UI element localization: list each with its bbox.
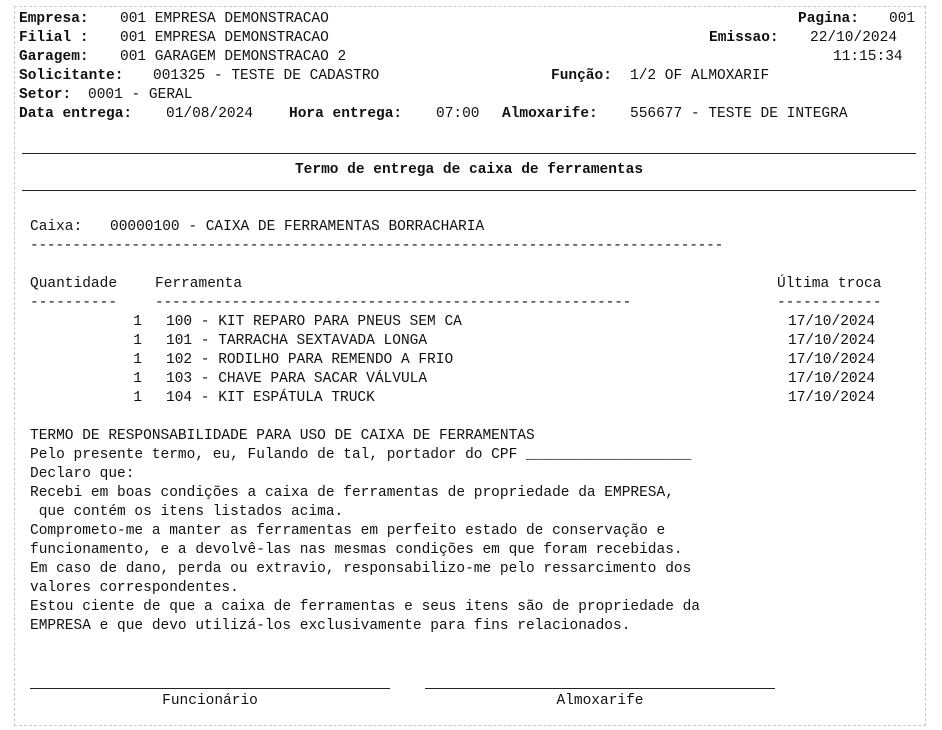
funcionario-signature-label: Funcionário (162, 693, 258, 709)
term-line: funcionamento, e a devolvê-las nas mesmas condições em que foram recebidas. (30, 542, 683, 558)
almoxarife-value: 556677 - TESTE DE INTEGRA (630, 106, 848, 122)
almoxarife-signature-line (425, 688, 775, 689)
term-line: que contém os itens listados acima. (30, 504, 344, 520)
caixa-separator: ---------------------------------------------------------------------------------- (30, 238, 724, 254)
col-ultima-troca-dash: ------------ (777, 295, 882, 311)
row-tool: 100 - KIT REPARO PARA PNEUS SEM CA (166, 314, 462, 330)
term-line: Pelo presente termo, eu, Fulando de tal, portador do CPF ___________________ (30, 447, 692, 463)
row-quantity: 1 (133, 390, 142, 406)
caixa-label: Caixa: (30, 219, 83, 235)
row-quantity: 1 (133, 314, 142, 330)
row-tool: 104 - KIT ESPÁTULA TRUCK (166, 390, 375, 406)
title-rule-bottom (22, 190, 916, 191)
filial-label: Filial : (19, 30, 89, 46)
caixa-value: 00000100 - CAIXA DE FERRAMENTAS BORRACHARIA (110, 219, 485, 235)
row-last-change: 17/10/2024 (788, 390, 876, 406)
row-tool: 103 - CHAVE PARA SACAR VÁLVULA (166, 371, 428, 387)
page-title: Termo de entrega de caixa de ferramentas (294, 162, 644, 178)
hora-emissao: 11:15:34 (833, 49, 903, 65)
col-quantidade-header: Quantidade (30, 276, 118, 292)
term-line: Recebi em boas condições a caixa de ferramentas de propriedade da EMPRESA, (30, 485, 674, 501)
term-line: valores correspondentes. (30, 580, 239, 596)
hora-entrega-value: 07:00 (436, 106, 480, 122)
row-quantity: 1 (133, 333, 142, 349)
funcionario-signature-line (30, 688, 390, 689)
term-line: Estou ciente de que a caixa de ferramentas e seus itens são de propriedade da (30, 599, 701, 615)
row-tool: 101 - TARRACHA SEXTAVADA LONGA (166, 333, 428, 349)
almoxarife-signature-label: Almoxarife (556, 693, 644, 709)
term-line: EMPRESA e que devo utilizá-los exclusivamente para fins relacionados. (30, 618, 631, 634)
emissao-label: Emissao: (709, 30, 779, 46)
hora-entrega-label: Hora entrega: (289, 106, 403, 122)
term-heading: TERMO DE RESPONSABILIDADE PARA USO DE CAIXA DE FERRAMENTAS (30, 428, 535, 444)
funcao-value: 1/2 OF ALMOXARIF (630, 68, 770, 84)
term-line: Comprometo-me a manter as ferramentas em perfeito estado de conservação e (30, 523, 666, 539)
row-tool: 102 - RODILHO PARA REMENDO A FRIO (166, 352, 454, 368)
col-ultima-troca-header: Última troca (777, 276, 882, 292)
pagina-value: 001 (889, 11, 916, 27)
solicitante-value: 001325 - TESTE DE CADASTRO (153, 68, 380, 84)
col-ferramenta-header: Ferramenta (155, 276, 243, 292)
row-quantity: 1 (133, 352, 142, 368)
title-rule-top (22, 153, 916, 154)
filial-value: 001 EMPRESA DEMONSTRACAO (120, 30, 329, 46)
row-last-change: 17/10/2024 (788, 314, 876, 330)
setor-label: Setor: (19, 87, 72, 103)
almoxarife-label: Almoxarife: (502, 106, 598, 122)
term-line: Declaro que: (30, 466, 135, 482)
col-ferramenta-dash: -------------------------------------------------------- (155, 295, 632, 311)
funcao-label: Função: (551, 68, 612, 84)
garagem-value: 001 GARAGEM DEMONSTRACAO 2 (120, 49, 347, 65)
row-last-change: 17/10/2024 (788, 352, 876, 368)
pagina-label: Pagina: (798, 11, 859, 27)
row-quantity: 1 (133, 371, 142, 387)
emissao-value: 22/10/2024 (810, 30, 898, 46)
term-line: Em caso de dano, perda ou extravio, responsabilizo-me pelo ressarcimento dos (30, 561, 692, 577)
col-quantidade-dash: ---------- (30, 295, 118, 311)
solicitante-label: Solicitante: (19, 68, 124, 84)
row-last-change: 17/10/2024 (788, 371, 876, 387)
empresa-value: 001 EMPRESA DEMONSTRACAO (120, 11, 329, 27)
setor-value: 0001 - GERAL (88, 87, 193, 103)
data-entrega-label: Data entrega: (19, 106, 133, 122)
garagem-label: Garagem: (19, 49, 89, 65)
empresa-label: Empresa: (19, 11, 89, 27)
data-entrega-value: 01/08/2024 (166, 106, 254, 122)
row-last-change: 17/10/2024 (788, 333, 876, 349)
